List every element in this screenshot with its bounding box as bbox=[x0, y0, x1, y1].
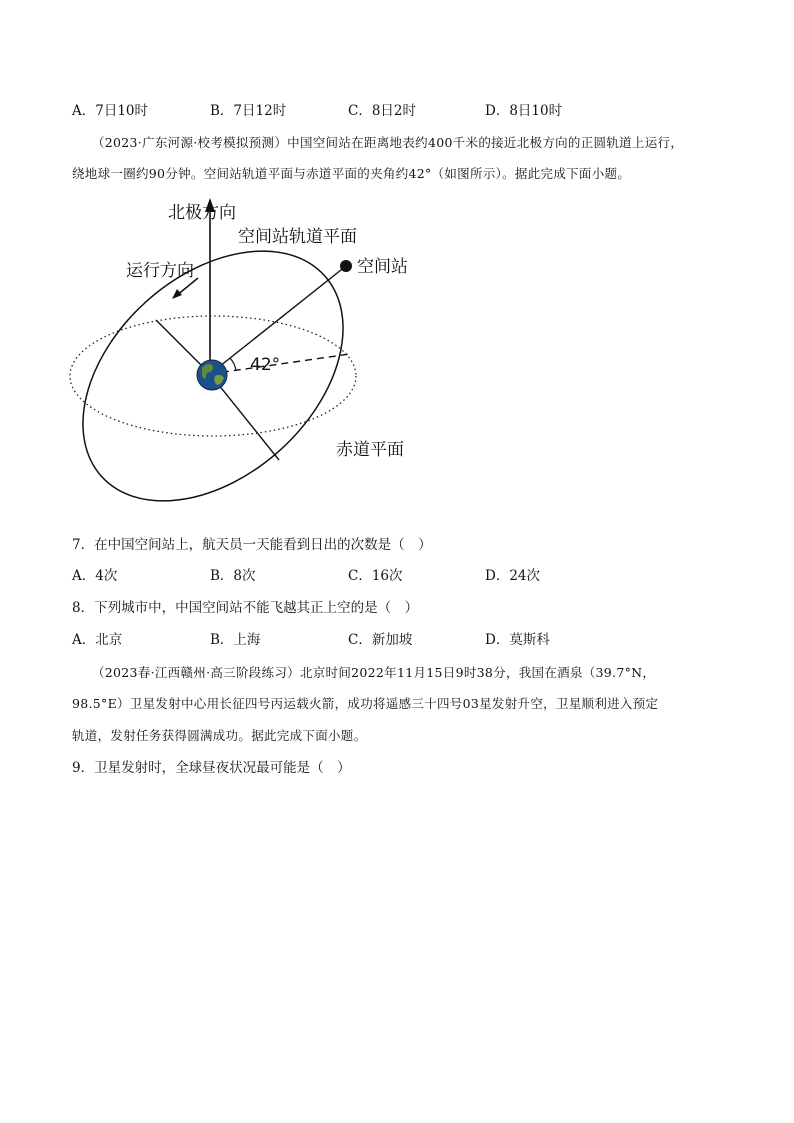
earth-icon bbox=[197, 360, 227, 390]
q6-option-c: C．8日2时 bbox=[348, 103, 417, 119]
passage2-line3: 轨道，发射任务获得圆满成功。据此完成下面小题。 bbox=[72, 728, 367, 743]
direction-arrow-head bbox=[172, 289, 182, 299]
passage2-line1: （2023春·江西赣州·高三阶段练习）北京时间2022年11月15日9时38分，我国在酒泉（39.7°N， bbox=[92, 665, 656, 680]
q8-option-a: A．北京 bbox=[72, 632, 123, 648]
passage1-line1: （2023·广东河源·校考模拟预测）中国空间站在距离地表约400千米的接近北极方向的正圆轨道上运行， bbox=[92, 135, 684, 150]
space-station-label: 空间站 bbox=[357, 257, 408, 277]
q7-option-b: B．8次 bbox=[210, 568, 256, 584]
passage1-line2: 绕地球一圈约90分钟。空间站轨道平面与赤道平面的夹角约42°（如图所示）。据此完成下面小题。 bbox=[72, 166, 631, 181]
q8-option-b: B．上海 bbox=[210, 632, 261, 648]
q7-stem: 7．在中国空间站上，航天员一天能看到日出的次数是（ ） bbox=[72, 537, 432, 553]
q8-option-d: D．莫斯科 bbox=[485, 632, 550, 648]
angle-label: 42° bbox=[250, 355, 281, 375]
q9-stem: 9．卫星发射时，全球昼夜状况最可能是（ ） bbox=[72, 760, 351, 776]
angle-arc bbox=[230, 358, 236, 370]
q8-option-c: C．新加坡 bbox=[348, 632, 413, 648]
orbit-plane-label: 空间站轨道平面 bbox=[238, 227, 357, 247]
north-direction-label: 北极方向 bbox=[168, 203, 236, 223]
q6-option-b: B．7日12时 bbox=[210, 103, 287, 119]
q6-option-d: D．8日10时 bbox=[485, 103, 563, 119]
q6-option-a: A．7日10时 bbox=[72, 103, 149, 119]
q7-option-c: C．16次 bbox=[348, 568, 403, 584]
orbit-diagram bbox=[60, 192, 440, 532]
q8-stem: 8．下列城市中，中国空间站不能飞越其正上空的是（ ） bbox=[72, 600, 419, 616]
orbit-plane-ellipse bbox=[60, 201, 391, 532]
space-station-dot bbox=[340, 260, 352, 272]
run-direction-label: 运行方向 bbox=[126, 261, 194, 281]
equator-plane-label: 赤道平面 bbox=[336, 440, 404, 460]
q7-option-a: A．4次 bbox=[72, 568, 118, 584]
q7-option-d: D．24次 bbox=[485, 568, 541, 584]
passage2-line2: 98.5°E）卫星发射中心用长征四号丙运载火箭，成功将遥感三十四号03星发射升空，卫星顺利进入预定 bbox=[72, 696, 659, 711]
